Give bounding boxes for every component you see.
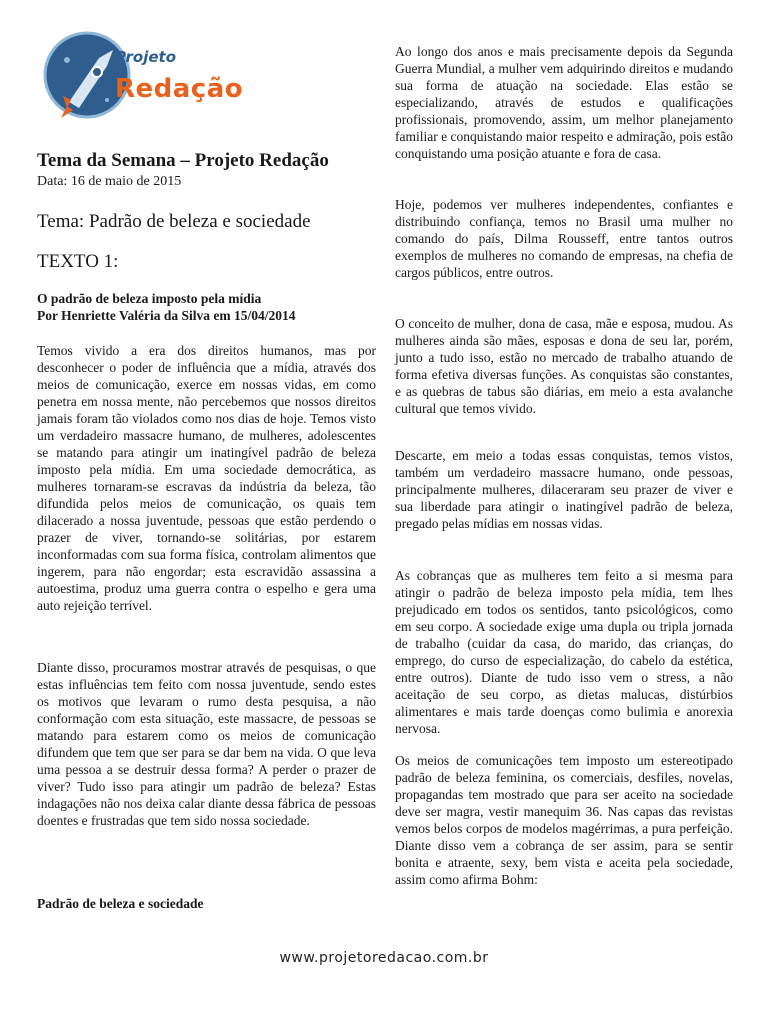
- article-headline: O padrão de beleza imposto pela mídia: [37, 291, 262, 306]
- right-paragraph-4: Descarte, em meio a todas essas conquistas, temos vistos, também um verdadeiro massacre humano, onde pessoas, principalmente mulheres, dilaceraram seu prazer de viver e sua liberdade para atingir o inatingível padrão de beleza, pregado pelas mídias em nossas vidas.: [395, 448, 733, 531]
- tema-heading: Tema: Padrão de beleza e sociedade: [37, 211, 311, 232]
- footer-url: www.projetoredacao.com.br: [279, 950, 489, 966]
- right-paragraph-1: Ao longo dos anos e mais precisamente depois da Segunda Guerra Mundial, a mulher vem adquirindo direitos e mudando sua forma de atuação na sociedade. Elas estão se especializando, através de estudos e qualificações profissionais, promovendo, assim, um melhor planejamento familiar e conquistando maior respeito e admiração, pois estão conquistando uma posição atuante e fora de casa.: [395, 44, 733, 161]
- right-paragraph-6: Os meios de comunicações tem imposto um estereotipado padrão de beleza feminina, os comerciais, desfiles, novelas, propagandas tem mostrado que para ser aceito na sociedade deve ser magra, vestir manequim 36. Nas capas das revistas vemos belos corpos de modelos magérrimas, a pura perfeição. Diante disso vem a cobrança de ser assim, para se sentir bonita e atraente, sexy, bem vista e aceita pela sociedade, assim como afirma Bohm:: [395, 753, 733, 887]
- texto-label: TEXTO 1:: [37, 251, 119, 272]
- date-line: Data: 16 de maio de 2015: [37, 174, 182, 189]
- page-title: Tema da Semana – Projeto Redação: [37, 150, 329, 171]
- left-paragraph-1: Temos vivido a era dos direitos humanos, mas por desconhecer o poder de influência que a mídia, através dos meios de comunicação, exerce em nossas vidas, em como penetra em nossa mente, não percebemos que nossos direitos jamais foram tão violados como nos dias de hoje. Temos visto um verdadeiro massacre humano, de mulheres, adolescentes se matando para atingir um inatingível padrão de beleza imposto pela mídia. Em uma sociedade democrática, as mulheres tornaram-se escravas da indústria da beleza, tão difundida pelos meios de comunicação, os quais tem dilacerado a nossa juventude, pessoas que estão perdendo o prazer de viver, tornando-se solitárias, por estarem inconformadas com sua forma física, controlam alimentos que ingerem, para não engordar; esta escravidão assassina a autoestima, produz uma guerra contra o espelho e gera uma auto rejeição terrível.: [37, 343, 376, 613]
- right-paragraph-2: Hoje, podemos ver mulheres independentes, confiantes e distribuindo confiança, temos no Brasil uma mulher no comando do país, Dilma Rousseff, entre tantos outros exemplos de mulheres no comando de empresas, na chefia de cargos públicos, entre outros.: [395, 197, 733, 280]
- left-paragraph-2: Diante disso, procuramos mostrar através de pesquisas, o que estas influências tem feito com nossa juventude, sendo estes os motivos que levaram o rumo desta pesquisa, a não conformação com esta situação, este massacre, de pessoas se matando para estarem como os meios de comunicação difundem que tem que ser para se dar bem na vida. O que leva uma pessoa a se destruir dessa forma? A perder o prazer de viver? Tudo isso para atingir um padrão de beleza? Estas indagações não nos deixa calar diante dessa fábrica de pessoas doentes e frustradas que tem sido nossa sociedade.: [37, 660, 376, 828]
- right-paragraph-3: O conceito de mulher, dona de casa, mãe e esposa, mudou. As mulheres ainda são mães, esposas e dona de seu lar, porém, junto a tudo isso, estão no mercado de trabalho atuando de forma efetiva diversas funções. As conquistas são constantes, e as quebras de tabus são diárias, em meio a esta avalanche cultural que temos vivido.: [395, 316, 733, 416]
- logo-text-projeto: Projeto: [115, 48, 177, 66]
- article-author: Por Henriette Valéria da Silva em 15/04/2014: [37, 308, 296, 323]
- right-paragraph-5: As cobranças que as mulheres tem feito a si mesma para atingir o padrão de beleza imposto pela mídia, tem lhes prejudicado em todos os sentidos, tanto psicológicos, como em seu corpo. A sociedade exige uma dupla ou tripla jornada de trabalho (cuidar da casa, do marido, das crianças, do emprego, do curso de especialização, do cabelo da estética, entre outros). Diante de tudo isso vem o stress, a não aceitação de seu corpo, as dietas malucas, distúrbios alimentares e mais tarde doenças como bulimia e anorexia nervosa.: [395, 568, 733, 736]
- projeto-redacao-logo: [37, 30, 244, 130]
- section-subheading: Padrão de beleza e sociedade: [37, 896, 204, 911]
- article-byline: [37, 290, 376, 324]
- logo-text-redacao: Redação: [115, 74, 244, 104]
